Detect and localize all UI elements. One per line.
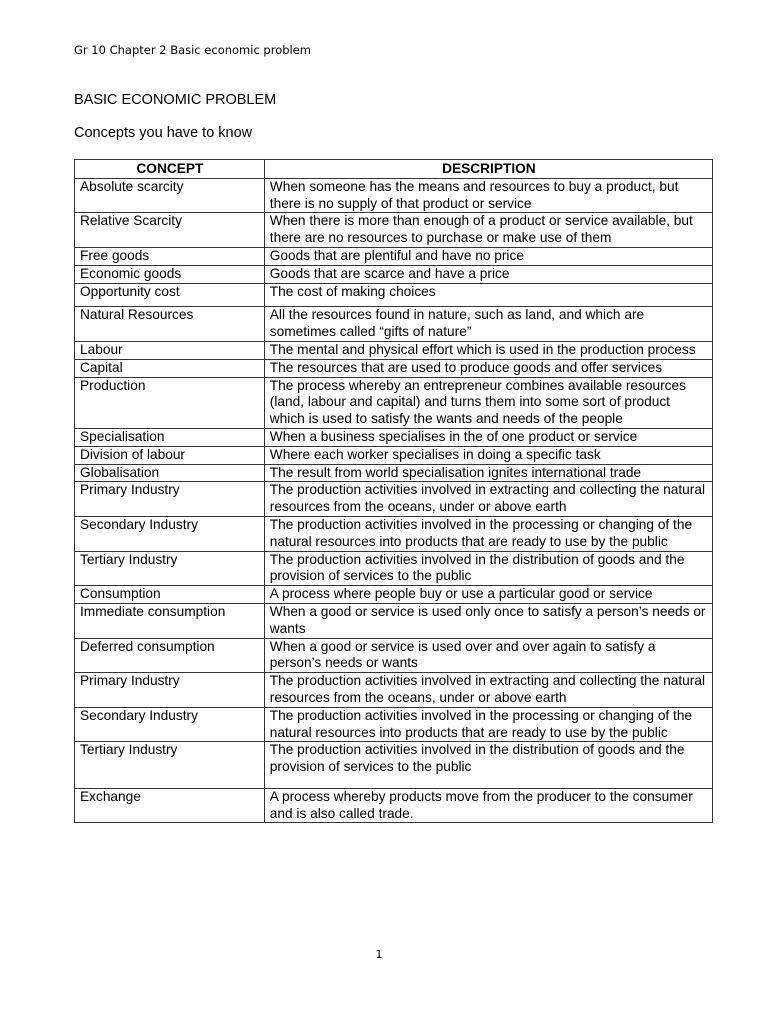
table-row [75,586,713,604]
concept-cell: Globalisation [75,464,265,482]
description-cell: When a business specialises in the of one product or service [264,428,712,446]
table-row [75,446,713,464]
table-row [75,377,713,428]
table-row [75,428,713,446]
table-row [75,247,713,265]
description-cell: A process whereby products move from the producer to the consumer and is also called trade. [264,788,712,823]
table-row [75,464,713,482]
page-subtitle: Concepts you have to know [74,125,253,141]
description-cell: When someone has the means and resources to buy a product, but there is no supply of that product or service [264,178,712,213]
concept-cell: Relative Scarcity [75,213,265,248]
description-cell: The production activities involved in the processing or changing of the natural resources into products that are ready to use by the public [264,707,712,742]
concept-cell: Immediate consumption [75,603,265,638]
concept-cell: Economic goods [75,265,265,283]
table-row [75,551,713,586]
page-number: 1 [375,948,383,961]
description-cell: The resources that are used to produce goods and offer services [264,359,712,377]
concept-cell: Secondary Industry [75,707,265,742]
description-cell: When a good or service is used only once to satisfy a person’s needs or wants [264,603,712,638]
concept-cell: Labour [75,341,265,359]
table-row [75,213,713,248]
description-cell: The result from world specialisation ignites international trade [264,464,712,482]
description-cell: The production activities involved in the distribution of goods and the provision of services to the public [264,742,712,789]
description-cell: The production activities involved in extracting and collecting the natural resources from the oceans, under or above earth [264,673,712,708]
concept-cell: Production [75,377,265,428]
column-header-description: DESCRIPTION [264,160,712,179]
table-row [75,673,713,708]
concept-cell: Capital [75,359,265,377]
concept-cell: Secondary Industry [75,516,265,551]
concept-cell: Primary Industry [75,673,265,708]
description-cell: When a good or service is used over and over again to satisfy a person’s needs or wants [264,638,712,673]
concept-cell: Exchange [75,788,265,823]
description-cell: Goods that are plentiful and have no price [264,247,712,265]
concept-cell: Primary Industry [75,482,265,517]
description-cell: The production activities involved in the distribution of goods and the provision of services to the public [264,551,712,586]
description-cell: The mental and physical effort which is used in the production process [264,341,712,359]
concept-cell: Free goods [75,247,265,265]
description-cell: A process where people buy or use a particular good or service [264,586,712,604]
concept-cell: Absolute scarcity [75,178,265,213]
running-header: Gr 10 Chapter 2 Basic economic problem [74,43,312,57]
concept-cell: Tertiary Industry [75,551,265,586]
table-row [75,707,713,742]
description-cell: Where each worker specialises in doing a specific task [264,446,712,464]
concept-cell: Tertiary Industry [75,742,265,789]
concept-cell: Division of labour [75,446,265,464]
column-header-concept: CONCEPT [75,160,265,179]
page-title: BASIC ECONOMIC PROBLEM [74,92,277,108]
table-header-row [75,160,713,179]
table-row [75,482,713,517]
concept-cell: Consumption [75,586,265,604]
description-cell: The production activities involved in the processing or changing of the natural resources into products that are ready to use by the public [264,516,712,551]
description-cell: The process whereby an entrepreneur combines available resources (land, labour and capital) and turns them into some sort of product which is used to satisfy the wants and needs of the people [264,377,712,428]
table-row [75,307,713,342]
table-row [75,178,713,213]
table-row [75,283,713,307]
description-cell: All the resources found in nature, such as land, and which are sometimes called “gifts of nature” [264,307,712,342]
table-row [75,788,713,823]
table-row [75,603,713,638]
description-cell: The cost of making choices [264,283,712,307]
table-row [75,341,713,359]
table-row [75,265,713,283]
concept-cell: Natural Resources [75,307,265,342]
table-row [75,742,713,789]
concept-cell: Opportunity cost [75,283,265,307]
table-row [75,516,713,551]
description-cell: When there is more than enough of a product or service available, but there are no resources to purchase or make use of them [264,213,712,248]
description-cell: The production activities involved in extracting and collecting the natural resources from the oceans, under or above earth [264,482,712,517]
concepts-table [74,159,713,823]
concept-cell: Specialisation [75,428,265,446]
description-cell: Goods that are scarce and have a price [264,265,712,283]
table-row [75,359,713,377]
concept-cell: Deferred consumption [75,638,265,673]
table-row [75,638,713,673]
